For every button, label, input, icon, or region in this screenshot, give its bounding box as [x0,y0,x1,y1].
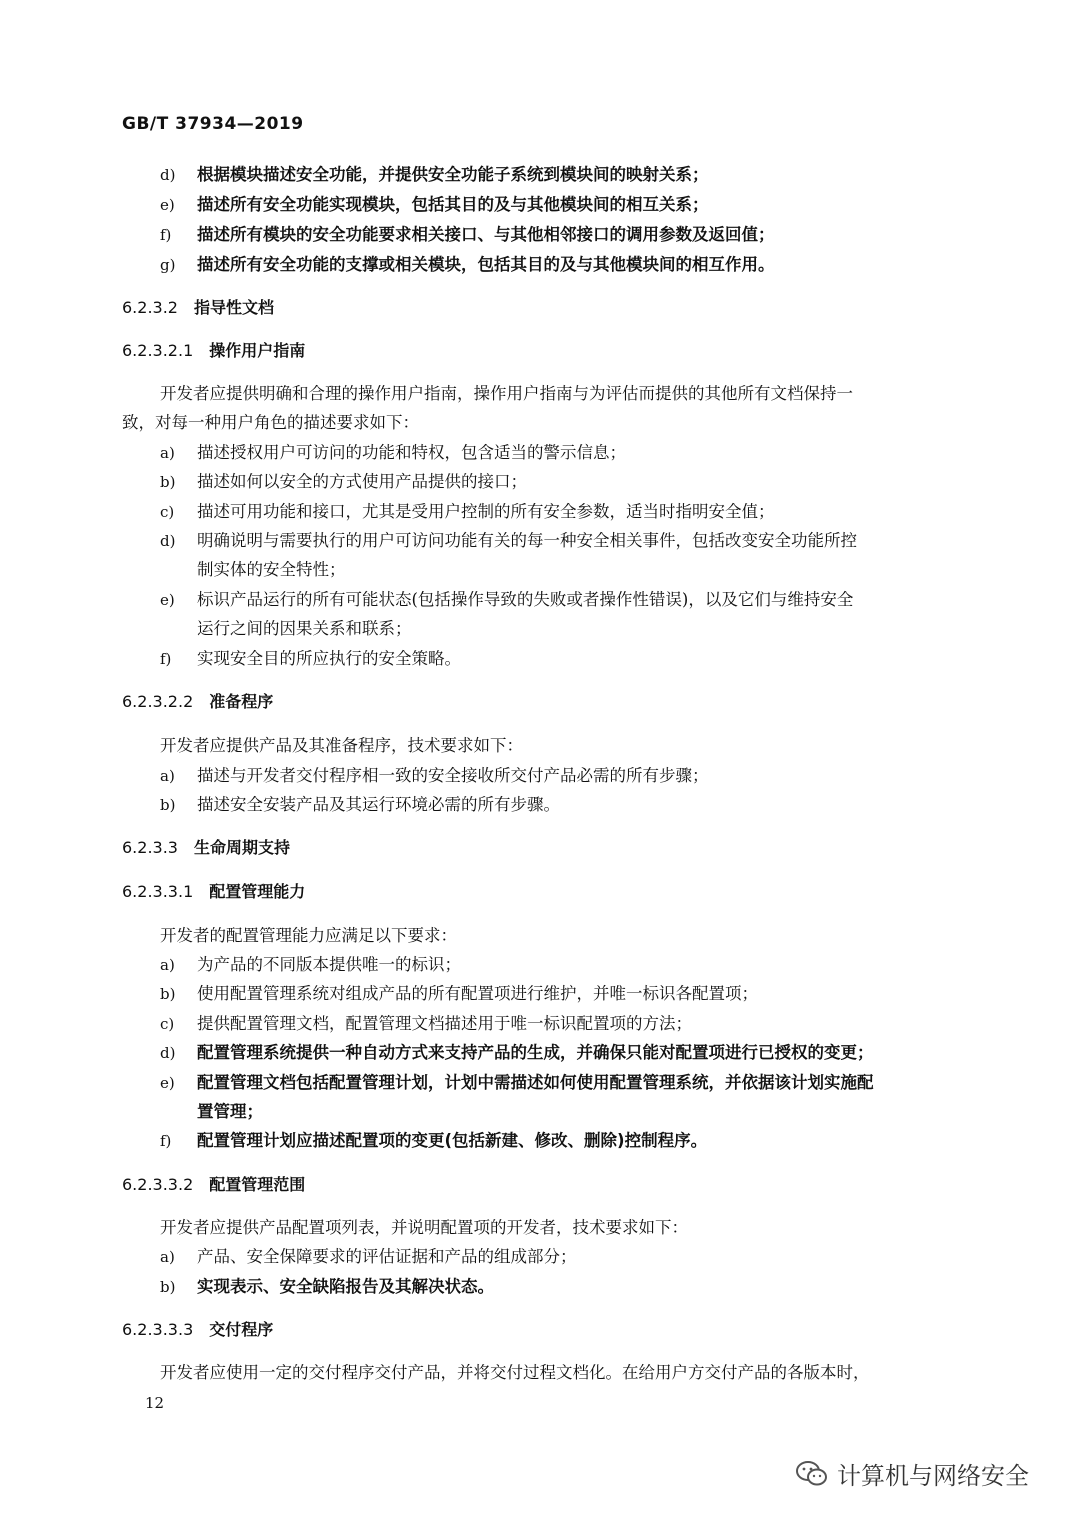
section-heading [122,297,274,319]
list-item: 配置管理文档包括配置管理计划，计划中需描述如何使用配置管理系统，并依据该计划实施配 [197,1073,874,1092]
section-heading [122,691,273,713]
paragraph: 开发者的配置管理能力应满足以下要求： [160,926,457,945]
list-label: f) [160,226,172,244]
list-item: 描述可用功能和接口，尤其是受用户控制的所有安全参数，适当时指明安全值； [197,502,775,521]
list-item: 实现安全目的所应执行的安全策略。 [197,649,461,668]
paragraph: 开发者应使用一定的交付程序交付产品，并将交付过程文档化。在给用户方交付产品的各版本时， [160,1363,870,1382]
section-title: 交付程序 [209,1320,274,1339]
list-label: d) [160,1044,176,1062]
list-item: 明确说明与需要执行的用户可访问功能有关的每一种安全相关事件，包括改变安全功能所控 [197,531,857,550]
section-number: 6.2.3.2.2 [122,692,194,711]
list-item: 描述所有模块的安全功能要求相关接口、与其他相邻接口的调用参数及返回值； [197,225,775,244]
section-number: 6.2.3.2 [122,298,178,317]
section-number: 6.2.3.2.1 [122,341,194,360]
section-title: 生命周期支持 [193,838,290,857]
list-label: c) [160,1015,175,1033]
list-label: b) [160,473,176,491]
paragraph-continuation: 致，对每一种用户角色的描述要求如下： [122,413,419,432]
section-heading [122,1319,273,1341]
list-label: b) [160,1278,176,1296]
section-number: 6.2.3.3 [122,838,178,857]
list-item: 描述所有安全功能的支撑或相关模块，包括其目的及与其他模块间的相互作用。 [197,255,775,274]
list-item: 根据模块描述安全功能，并提供安全功能子系统到模块间的映射关系； [197,165,709,184]
list-label: a) [160,444,175,462]
list-item: 描述与开发者交付程序相一致的安全接收所交付产品必需的所有步骤； [197,766,709,785]
list-item: 标识产品运行的所有可能状态(包括操作导致的失败或者操作性错误)，以及它们与维持安全 [197,590,854,609]
list-item: 描述如何以安全的方式使用产品提供的接口； [197,472,527,491]
list-item: 配置管理系统提供一种自动方式来支持产品的生成，并确保只能对配置项进行已授权的变更； [197,1043,874,1062]
list-label: f) [160,1132,172,1150]
standard-code: GB/T 37934—2019 [122,114,304,134]
section-heading [122,881,305,903]
list-label: d) [160,166,176,184]
paragraph: 开发者应提供产品配置项列表，并说明配置项的开发者，技术要求如下： [160,1218,688,1237]
list-label: a) [160,1248,175,1266]
list-label: a) [160,767,175,785]
list-label: c) [160,503,175,521]
list-label: g) [160,256,176,274]
list-label: e) [160,196,175,214]
list-item-continuation: 制实体的安全特性； [197,560,346,579]
section-title: 指导性文档 [193,298,274,317]
list-item: 产品、安全保障要求的评估证据和产品的组成部分； [197,1247,577,1266]
section-heading [122,340,305,362]
list-item: 使用配置管理系统对组成产品的所有配置项进行维护，并唯一标识各配置项； [197,984,758,1003]
list-label: f) [160,650,172,668]
paragraph: 开发者应提供明确和合理的操作用户指南，操作用户指南与为评估而提供的其他所有文档保持一 [160,384,853,403]
watermark-text: 计算机与网络安全 [837,1462,1029,1490]
list-label: e) [160,591,175,609]
list-label: d) [160,532,176,550]
paragraph: 开发者应提供产品及其准备程序，技术要求如下： [160,736,523,755]
page-number: 12 [145,1394,165,1412]
list-item: 实现表示、安全缺陷报告及其解决状态。 [197,1277,494,1296]
list-label: b) [160,985,176,1003]
section-number: 6.2.3.3.2 [122,1175,194,1194]
list-item: 为产品的不同版本提供唯一的标识； [197,955,461,974]
section-number: 6.2.3.3.3 [122,1320,194,1339]
list-item: 描述安全安装产品及其运行环境必需的所有步骤。 [197,795,560,814]
section-number: 6.2.3.3.1 [122,882,194,901]
list-label: e) [160,1074,175,1092]
list-label: a) [160,956,175,974]
section-title: 配置管理能力 [209,882,306,901]
list-label: b) [160,796,176,814]
list-item: 提供配置管理文档，配置管理文档描述用于唯一标识配置项的方法； [197,1014,692,1033]
list-item-continuation: 置管理； [197,1102,263,1121]
section-heading [122,1174,305,1196]
list-item: 描述授权用户可访问的功能和特权，包含适当的警示信息； [197,443,626,462]
list-item: 配置管理计划应描述配置项的变更(包括新建、修改、删除)控制程序。 [197,1131,708,1150]
section-title: 准备程序 [209,692,274,711]
section-heading [122,837,290,859]
wechat-icon [795,1459,829,1489]
section-title: 配置管理范围 [209,1175,306,1194]
list-item: 描述所有安全功能实现模块，包括其目的及与其他模块间的相互关系； [197,195,709,214]
watermark [795,1456,1029,1491]
list-item-continuation: 运行之间的因果关系和联系； [197,619,412,638]
section-title: 操作用户指南 [209,341,306,360]
